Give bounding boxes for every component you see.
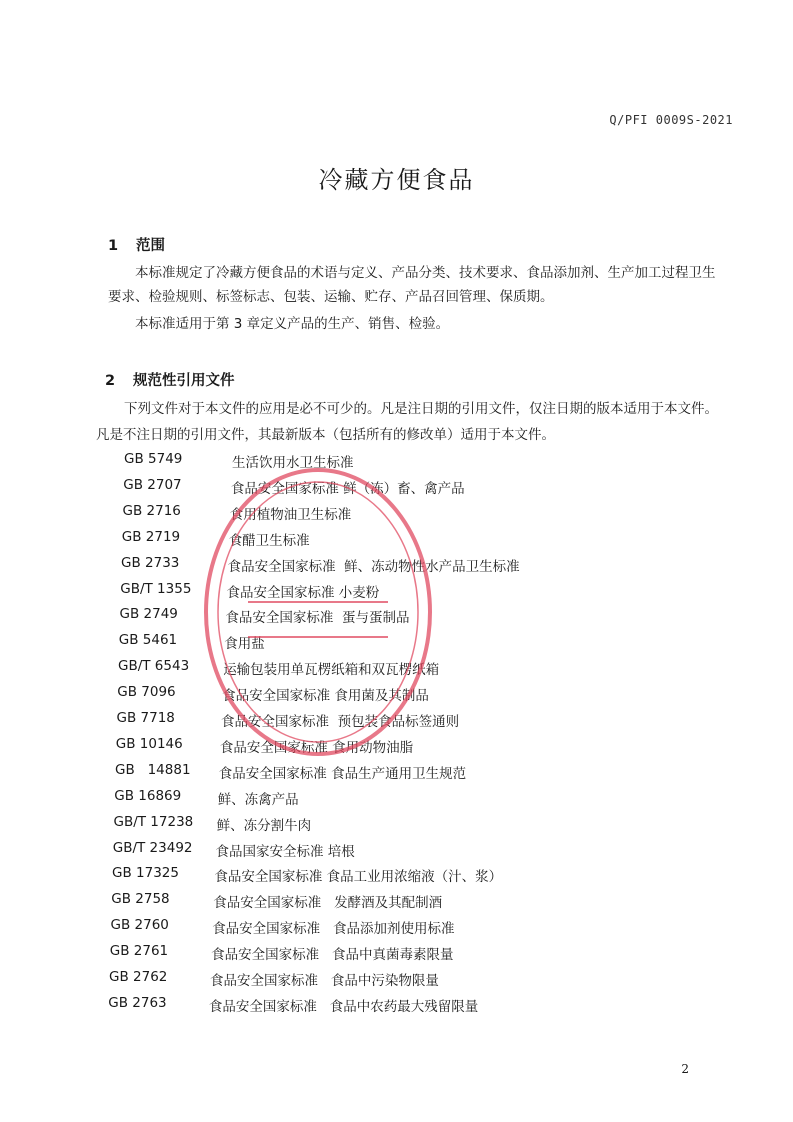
section-1-para-1-line-2: 要求、检验规则、标签标志、包装、运输、贮存、产品召回管理、保质期。 [108,289,554,305]
reference-name: 运输包装用单瓦楞纸箱和双瓦楞纸箱 [223,662,440,679]
reference-name: 食品安全国家标准 食品添加剂使用标准 [212,921,455,938]
reference-code: GB 5461 [118,632,178,649]
reference-code: GB 2733 [121,554,180,571]
reference-code: GB 2716 [122,502,181,519]
section-2-number: 2 [105,373,116,389]
reference-code: GB 2761 [109,943,169,960]
reference-name: 食品安全国家标准 食品生产通用卫生规范 [218,765,467,782]
reference-code: GB 2763 [108,994,167,1011]
reference-code: GB/T 23492 [112,839,193,856]
reference-name: 食品安全国家标准 食品中农药最大残留限量 [208,998,479,1015]
reference-name: 食品安全国家标准 鲜、冻动物性水产品卫生标准 [227,558,520,575]
reference-name: 食用盐 [224,636,265,653]
section-1-number: 1 [108,238,119,254]
reference-code: GB 10146 [115,735,183,752]
reference-code: GB 2758 [111,891,170,908]
reference-name: 食品国家安全标准 培根 [215,843,355,860]
reference-name: 食品安全国家标准 食品中真菌毒素限量 [211,947,454,964]
reference-code: GB/T 6543 [118,658,190,675]
section-2-intro-line-1: 下列文件对于本文件的应用是必不可少的。凡是注日期的引用文件，仅注日期的版本适用于本文件。 [124,401,718,417]
reference-name: 食品安全国家标准 食品工业用浓缩液（汁、浆） [214,869,503,886]
reference-code: GB 2760 [110,917,169,934]
reference-code: GB 2749 [119,606,178,623]
section-2-heading [105,369,235,390]
page-title: 冷藏方便食品 [318,166,475,194]
section-2-intro-line-2: 凡是不注日期的引用文件，其最新版本（包括所有的修改单）适用于本文件。 [96,427,555,443]
reference-code: GB 2707 [123,476,182,493]
section-1-para-2: 本标准适用于第 3 章定义产品的生产、销售、检验。 [135,316,450,332]
reference-name: 食品安全国家标准 鲜（冻）畜、禽产品 [230,480,465,497]
document-code: Q/PFI 0009S-2021 [609,113,733,127]
reference-name: 食品安全国家标准 预包装食品标签通则 [221,714,460,730]
page-number: 2 [681,1062,689,1076]
reference-code: GB 16869 [114,787,182,804]
reference-code: GB 2762 [109,969,168,985]
reference-name: 鲜、冻分割牛肉 [216,817,312,834]
reference-code: GB 7096 [117,684,176,701]
reference-name: 食品安全国家标准 食用动物油脂 [219,739,414,756]
reference-code: GB 14881 [115,761,191,778]
reference-name: 食用植物油卫生标准 [229,506,352,523]
reference-name: 鲜、冻禽产品 [217,791,299,808]
reference-code: GB 7718 [116,710,175,726]
section-2-title: 规范性引用文件 [133,373,235,389]
section-1-title: 范围 [136,238,165,254]
reference-code: GB 5749 [124,451,183,467]
reference-name: 食品安全国家标准 食品中污染物限量 [210,973,439,989]
reference-name: 食品安全国家标准 蛋与蛋制品 [225,610,410,627]
reference-code: GB 17325 [112,865,179,882]
reference-code: GB/T 17238 [113,813,194,830]
section-1-heading [108,234,165,255]
reference-name: 生活饮用水卫生标准 [232,455,354,471]
reference-name: 食品安全国家标准 发酵酒及其配制酒 [213,895,443,912]
reference-name: 食品安全国家标准 食用菌及其制品 [222,688,429,705]
reference-name: 食品安全国家标准 小麦粉 [226,584,380,601]
reference-code: GB/T 1355 [120,580,192,597]
section-1-para-1-line-1: 本标准规定了冷藏方便食品的术语与定义、产品分类、技术要求、食品添加剂、生产加工过程卫生 [135,265,716,281]
reference-name: 食醋卫生标准 [228,532,310,549]
reference-code: GB 2719 [121,528,181,545]
